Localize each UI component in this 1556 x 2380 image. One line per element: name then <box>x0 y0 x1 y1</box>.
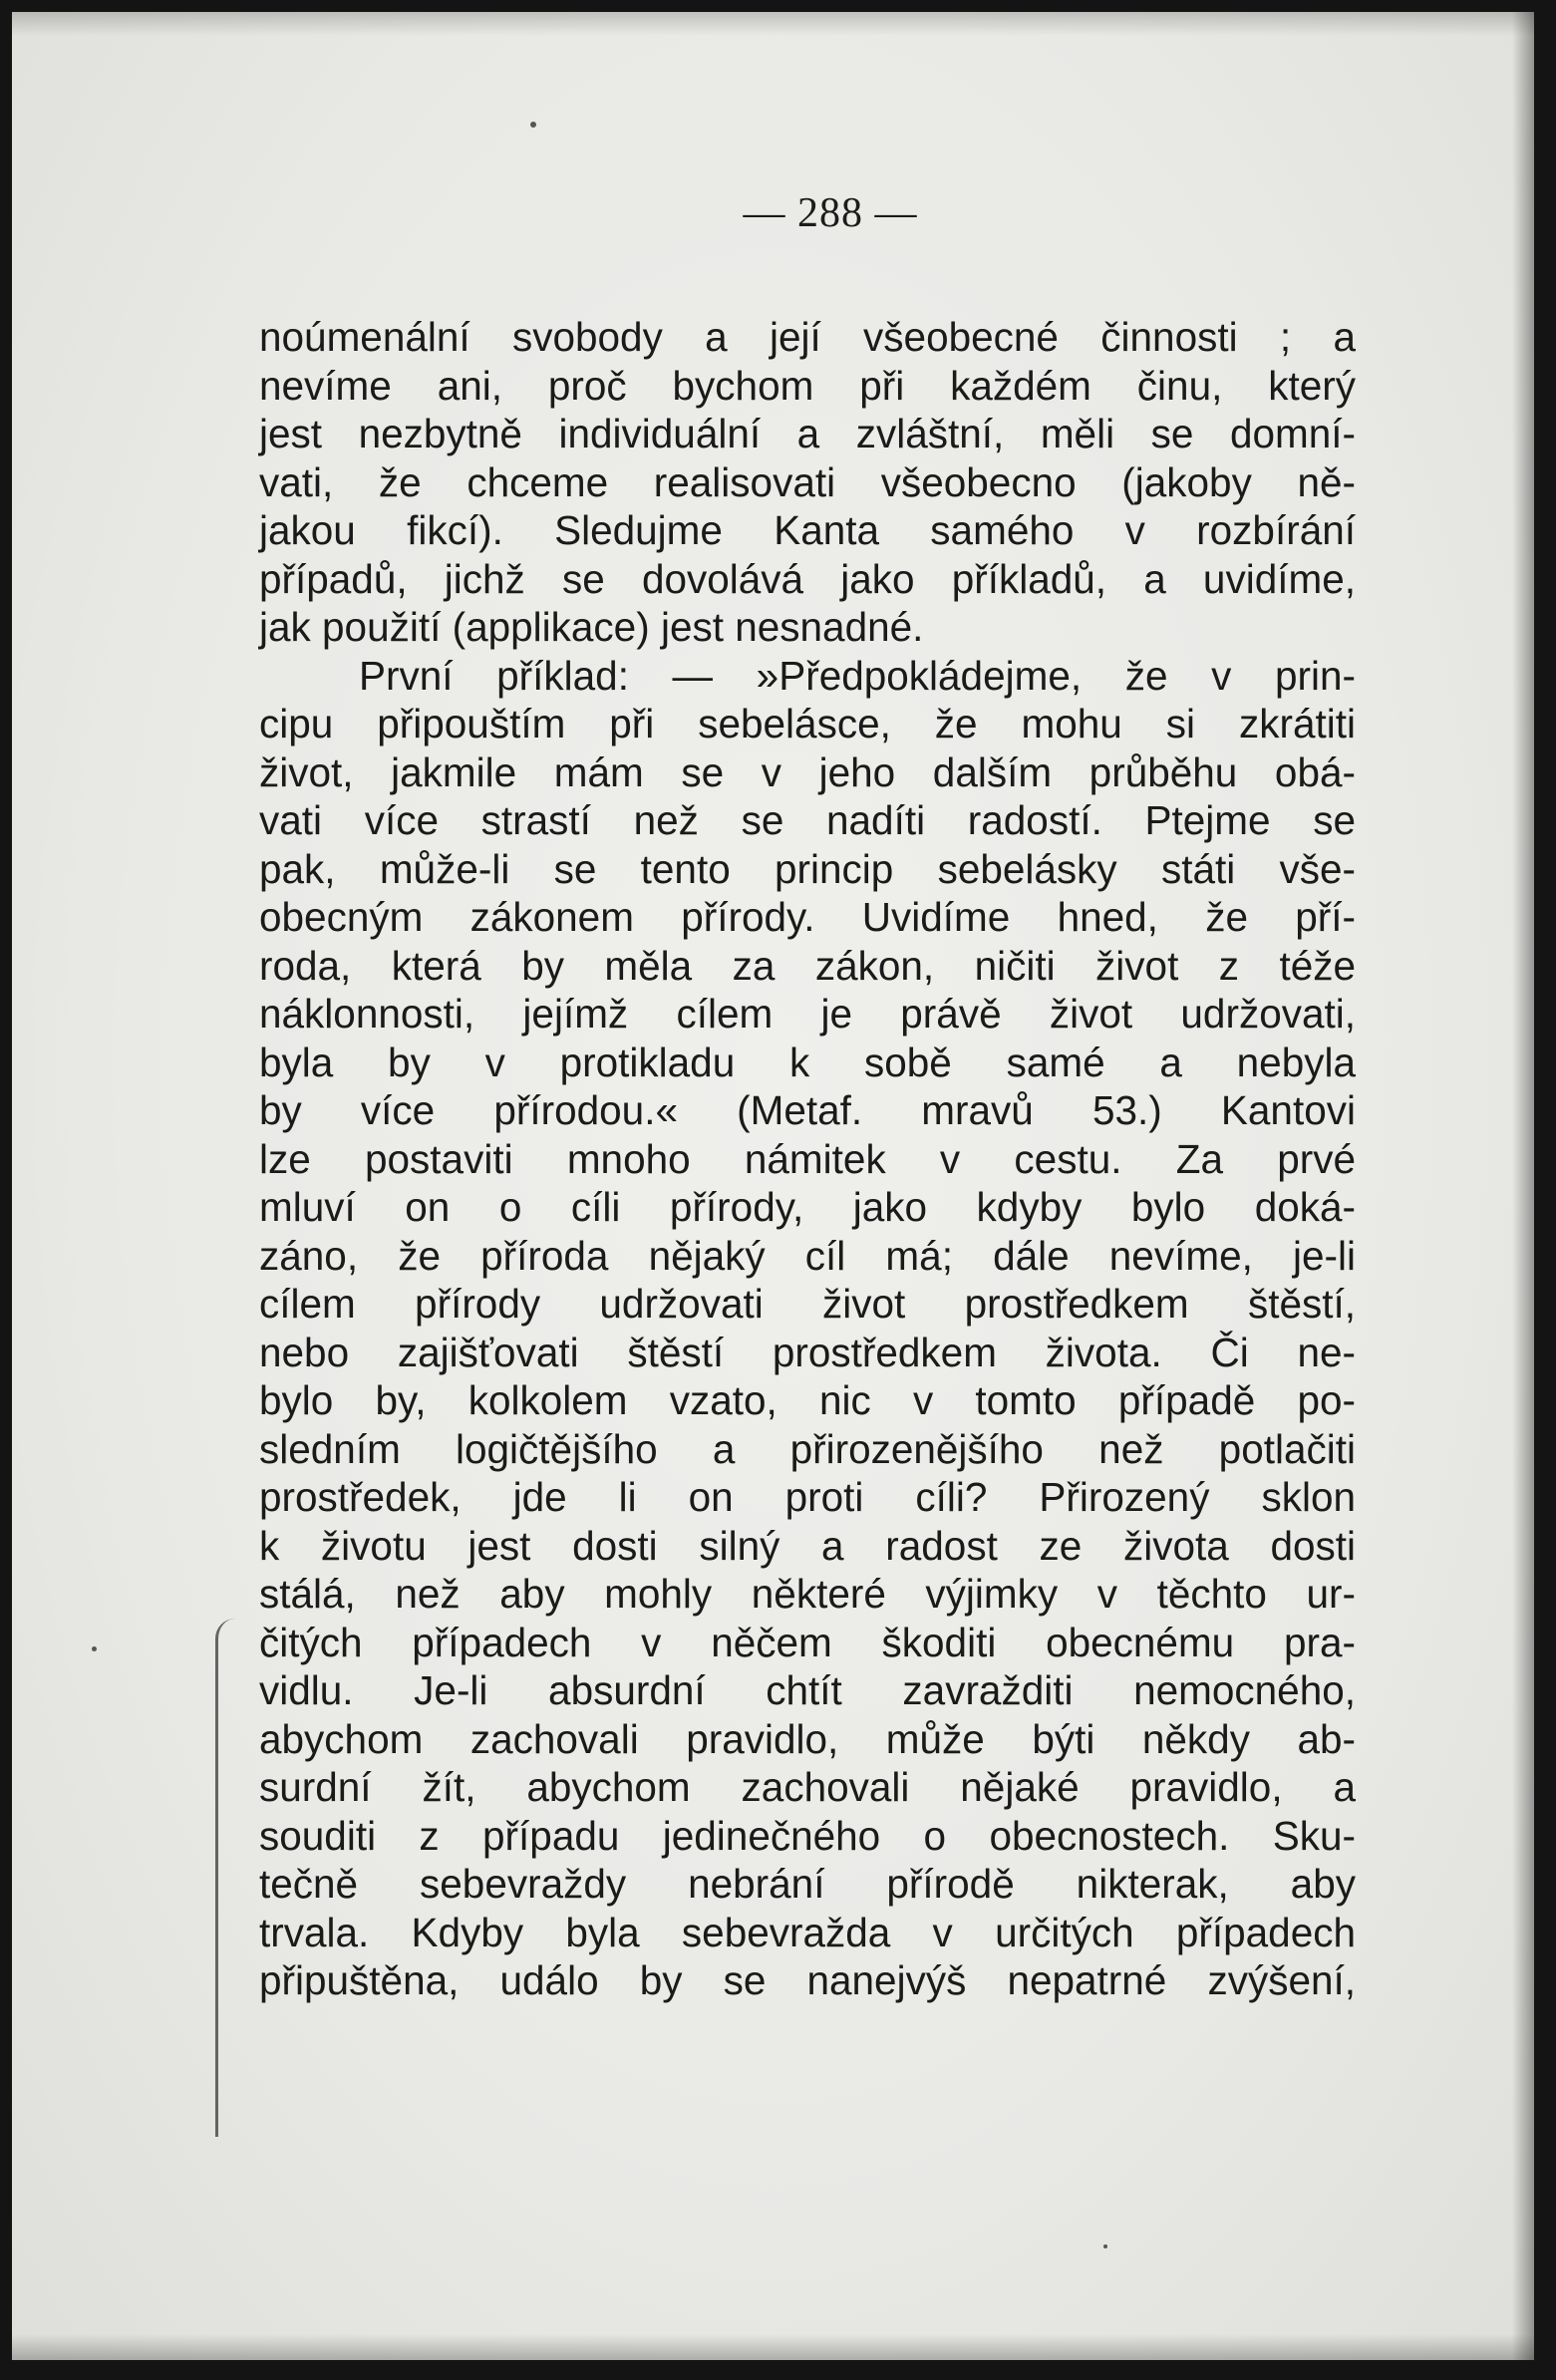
text-line: vati, že chceme realisovati všeobecno (jakoby ně- <box>259 458 1356 505</box>
page-bottom-shadow <box>12 2334 1534 2360</box>
page-right-shadow <box>1512 12 1534 2360</box>
text-line: První příklad: — »Předpokládejme, že v prin- <box>359 652 1356 699</box>
text-line: cipu připouštím při sebelásce, že mohu si zkrátiti <box>259 701 1356 746</box>
text-line: nebo zajišťovati štěstí prostředkem života. Či ne- <box>259 1329 1356 1375</box>
text-line: noúmenální svobody a její všeobecné činnosti ; a <box>259 314 1356 360</box>
body-text <box>259 313 1356 2005</box>
text-line: vidlu. Je-li absurdní chtít zavražditi nemocného, <box>259 1667 1356 1713</box>
text-line: sledním logičtějšího a přirozenějšího než potlačiti <box>259 1425 1356 1472</box>
text-line: bylo by, kolkolem vzato, nic v tomto případě po- <box>259 1377 1356 1423</box>
text-line: obecným zákonem přírody. Uvidíme hned, že pří- <box>259 894 1356 940</box>
text-line: surdní žít, abychom zachovali nějaké pravidlo, a <box>259 1764 1356 1810</box>
text-line: nevíme ani, proč bychom při každém činu, který <box>259 362 1356 409</box>
text-line: jest nezbytně individuální a zvláštní, měli se domní- <box>259 411 1356 456</box>
text-line: tečně sebevraždy nebrání přírodě nikterak, aby <box>259 1861 1356 1907</box>
page-top-shadow <box>12 12 1534 36</box>
text-line: jak použití (applikace) jest nesnadné. <box>259 604 924 650</box>
print-speck <box>530 122 536 128</box>
margin-pencil-mark <box>215 1619 244 2137</box>
print-speck <box>92 1646 97 1651</box>
text-line: souditi z případu jedinečného o obecnostech. Sku- <box>259 1812 1356 1859</box>
text-line: záno, že příroda nějaký cíl má; dále nevíme, je-li <box>259 1232 1356 1279</box>
text-line: čitých případech v něčem škoditi obecnému pra- <box>259 1619 1356 1665</box>
text-line: jakou fikcí). Sledujme Kanta samého v rozbírání <box>259 507 1356 553</box>
print-speck <box>1103 2244 1107 2248</box>
text-line: stálá, než aby mohly některé výjimky v těchto ur- <box>259 1571 1356 1617</box>
text-line: lze postaviti mnoho námitek v cestu. Za prvé <box>259 1135 1356 1182</box>
text-line: mluví on o cíli přírody, jako kdyby bylo doká- <box>259 1184 1356 1230</box>
text-line: abychom zachovali pravidlo, může býti někdy ab- <box>259 1715 1356 1762</box>
page-number: — 288 — <box>743 190 918 236</box>
text-line: by více přírodou.« (Metaf. mravů 53.) Kantovi <box>259 1087 1356 1133</box>
text-line: vati více strastí než se nadíti radostí. Ptejme se <box>259 797 1356 843</box>
book-page <box>12 12 1534 2360</box>
paragraph-2 <box>259 652 1356 2005</box>
text-line: trvala. Kdyby byla sebevražda v určitých případech <box>259 1909 1356 1955</box>
text-line: případů, jichž se dovolává jako příkladů, a uvidíme, <box>259 555 1356 602</box>
text-line: náklonnosti, jejímž cílem je právě život udržovati, <box>259 991 1356 1037</box>
text-line: pak, může-li se tento princip sebelásky státi vše- <box>259 845 1356 892</box>
text-line: život, jakmile mám se v jeho dalším průběhu obá- <box>259 748 1356 795</box>
text-line: připuštěna, událo by se nanejvýš nepatrné zvýšení, <box>259 1957 1356 2003</box>
paragraph-1 <box>259 313 1356 652</box>
text-line: roda, která by měla za zákon, ničiti život z téže <box>259 942 1356 989</box>
text-line: byla by v protikladu k sobě samé a nebyla <box>259 1039 1356 1085</box>
text-line: k životu jest dosti silný a radost ze života dosti <box>259 1522 1356 1569</box>
text-line: cílem přírody udržovati život prostředkem štěstí, <box>259 1281 1356 1327</box>
text-line: prostředek, jde li on proti cíli? Přirozený sklon <box>259 1474 1356 1520</box>
